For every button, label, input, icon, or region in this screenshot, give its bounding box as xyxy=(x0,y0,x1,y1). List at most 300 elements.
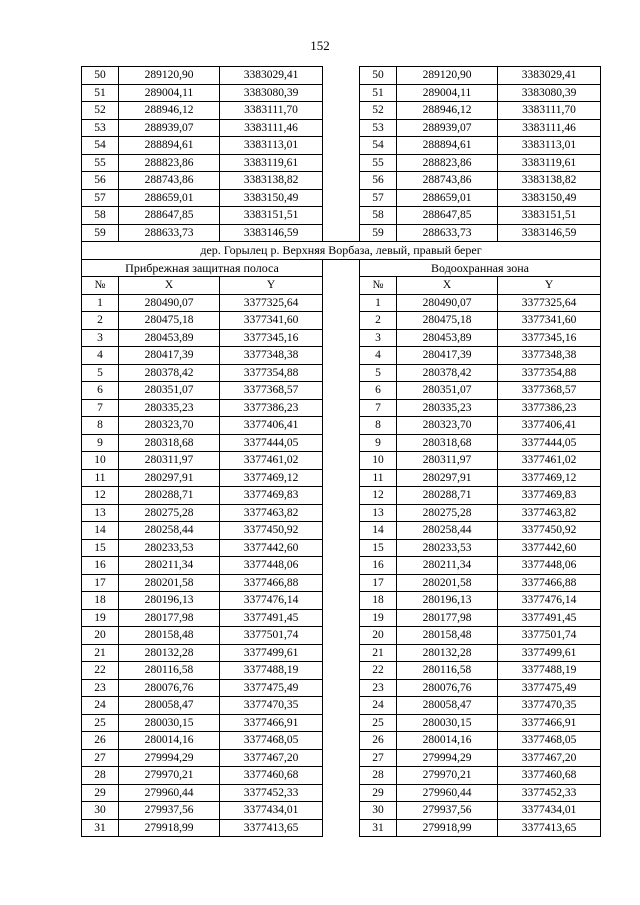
column-gap xyxy=(323,399,360,417)
left-cell-n: 27 xyxy=(82,749,119,767)
right-cell-y: 3377491,45 xyxy=(498,609,601,627)
left-cell-n: 17 xyxy=(82,574,119,592)
column-gap xyxy=(323,277,360,295)
page-number: 152 xyxy=(310,38,330,53)
right-cell-x: 289004,11 xyxy=(397,84,498,102)
left-cell-x: 280323,70 xyxy=(119,417,220,435)
right-cell-n: 9 xyxy=(360,434,397,452)
right-cell-x: 280475,18 xyxy=(397,312,498,330)
table-row xyxy=(82,399,601,417)
left-cell-y: 3377386,23 xyxy=(220,399,323,417)
left-cell-x: 280378,42 xyxy=(119,364,220,382)
left-cell-x: 279970,21 xyxy=(119,767,220,785)
left-cell-n: 25 xyxy=(82,714,119,732)
table-row xyxy=(82,679,601,697)
right-cell-x: 280288,71 xyxy=(397,487,498,505)
left-cell-y: 3383138,82 xyxy=(220,172,323,190)
right-cell-n: 31 xyxy=(360,819,397,837)
column-gap xyxy=(323,557,360,575)
left-cell-n: 26 xyxy=(82,732,119,750)
left-cell-y: 3377476,14 xyxy=(220,592,323,610)
table-row xyxy=(82,452,601,470)
left-cell-n: 55 xyxy=(82,154,119,172)
right-cell-x: 279918,99 xyxy=(397,819,498,837)
right-cell-y: 3377499,61 xyxy=(498,644,601,662)
right-cell-n: 50 xyxy=(360,67,397,85)
table-row xyxy=(82,487,601,505)
right-cell-y: 3383113,01 xyxy=(498,137,601,155)
column-gap xyxy=(323,189,360,207)
column-gap xyxy=(323,364,360,382)
right-cell-n: 26 xyxy=(360,732,397,750)
left-cell-y: 3377434,01 xyxy=(220,802,323,820)
left-cell-y: 3377499,61 xyxy=(220,644,323,662)
right-cell-y: 3383111,70 xyxy=(498,102,601,120)
left-cell-x: 280158,48 xyxy=(119,627,220,645)
left-cell-y: 3377345,16 xyxy=(220,329,323,347)
right-cell-n: 30 xyxy=(360,802,397,820)
column-gap xyxy=(323,172,360,190)
right-cell-y: 3377448,06 xyxy=(498,557,601,575)
right-cell-y: 3383146,59 xyxy=(498,224,601,242)
table-row xyxy=(82,539,601,557)
column-gap xyxy=(323,154,360,172)
table-row xyxy=(82,364,601,382)
table-row xyxy=(82,749,601,767)
table-row xyxy=(82,312,601,330)
table-row xyxy=(82,714,601,732)
right-cell-n: 56 xyxy=(360,172,397,190)
table-row xyxy=(82,504,601,522)
right-cell-x: 280297,91 xyxy=(397,469,498,487)
right-cell-x: 280177,98 xyxy=(397,609,498,627)
left-cell-n: 23 xyxy=(82,679,119,697)
left-cell-y: 3377501,74 xyxy=(220,627,323,645)
right-cell-x: 288647,85 xyxy=(397,207,498,225)
left-cell-y: 3377450,92 xyxy=(220,522,323,540)
left-cell-n: 8 xyxy=(82,417,119,435)
right-cell-y: 3377475,49 xyxy=(498,679,601,697)
column-gap xyxy=(323,697,360,715)
right-cell-x: 280196,13 xyxy=(397,592,498,610)
table-row xyxy=(82,469,601,487)
right-cell-x: 280318,68 xyxy=(397,434,498,452)
right-cell-x: 280158,48 xyxy=(397,627,498,645)
left-header-x: X xyxy=(119,277,220,295)
left-cell-n: 4 xyxy=(82,347,119,365)
left-cell-y: 3377461,02 xyxy=(220,452,323,470)
right-cell-y: 3383151,51 xyxy=(498,207,601,225)
right-zone-title: Водоохранная зона xyxy=(360,259,601,277)
right-cell-n: 14 xyxy=(360,522,397,540)
left-cell-x: 280288,71 xyxy=(119,487,220,505)
column-gap xyxy=(323,434,360,452)
left-cell-x: 280475,18 xyxy=(119,312,220,330)
table-row xyxy=(82,207,601,225)
right-cell-y: 3383150,49 xyxy=(498,189,601,207)
left-cell-y: 3383111,46 xyxy=(220,119,323,137)
right-cell-x: 280311,97 xyxy=(397,452,498,470)
column-gap xyxy=(323,539,360,557)
table-row xyxy=(82,802,601,820)
left-cell-y: 3377470,35 xyxy=(220,697,323,715)
right-cell-n: 24 xyxy=(360,697,397,715)
left-cell-y: 3377406,41 xyxy=(220,417,323,435)
right-cell-n: 21 xyxy=(360,644,397,662)
right-cell-n: 25 xyxy=(360,714,397,732)
left-cell-n: 14 xyxy=(82,522,119,540)
table-row xyxy=(82,767,601,785)
left-cell-n: 11 xyxy=(82,469,119,487)
left-cell-y: 3377341,60 xyxy=(220,312,323,330)
column-gap xyxy=(323,207,360,225)
column-gap xyxy=(323,592,360,610)
right-cell-n: 57 xyxy=(360,189,397,207)
right-cell-y: 3377406,41 xyxy=(498,417,601,435)
right-cell-n: 10 xyxy=(360,452,397,470)
column-gap xyxy=(323,224,360,242)
left-cell-n: 30 xyxy=(82,802,119,820)
right-cell-y: 3377466,88 xyxy=(498,574,601,592)
right-cell-x: 280076,76 xyxy=(397,679,498,697)
left-cell-x: 280132,28 xyxy=(119,644,220,662)
right-cell-y: 3377460,68 xyxy=(498,767,601,785)
left-header-n: № xyxy=(82,277,119,295)
right-cell-x: 280490,07 xyxy=(397,294,498,312)
column-gap xyxy=(323,137,360,155)
left-cell-x: 279994,29 xyxy=(119,749,220,767)
left-cell-y: 3377460,68 xyxy=(220,767,323,785)
left-cell-x: 288894,61 xyxy=(119,137,220,155)
right-cell-y: 3377413,65 xyxy=(498,819,601,837)
table-row xyxy=(82,189,601,207)
left-cell-y: 3377469,83 xyxy=(220,487,323,505)
right-cell-y: 3377466,91 xyxy=(498,714,601,732)
right-header-n: № xyxy=(360,277,397,295)
left-cell-y: 3377325,64 xyxy=(220,294,323,312)
column-gap xyxy=(323,749,360,767)
column-gap xyxy=(323,294,360,312)
left-cell-x: 280490,07 xyxy=(119,294,220,312)
right-cell-y: 3377469,12 xyxy=(498,469,601,487)
left-cell-y: 3383151,51 xyxy=(220,207,323,225)
left-cell-n: 29 xyxy=(82,784,119,802)
left-cell-x: 288946,12 xyxy=(119,102,220,120)
left-cell-x: 280211,34 xyxy=(119,557,220,575)
column-gap xyxy=(323,522,360,540)
left-cell-x: 280417,39 xyxy=(119,347,220,365)
left-cell-x: 280258,44 xyxy=(119,522,220,540)
table-row xyxy=(82,819,601,837)
left-header-y: Y xyxy=(220,277,323,295)
table-row xyxy=(82,434,601,452)
left-cell-y: 3377354,88 xyxy=(220,364,323,382)
left-cell-n: 52 xyxy=(82,102,119,120)
right-cell-x: 280453,89 xyxy=(397,329,498,347)
left-cell-x: 280297,91 xyxy=(119,469,220,487)
right-cell-x: 280014,16 xyxy=(397,732,498,750)
left-cell-n: 31 xyxy=(82,819,119,837)
left-cell-x: 280233,53 xyxy=(119,539,220,557)
right-cell-n: 2 xyxy=(360,312,397,330)
column-gap xyxy=(323,452,360,470)
right-cell-y: 3377325,64 xyxy=(498,294,601,312)
left-cell-x: 288823,86 xyxy=(119,154,220,172)
right-cell-n: 22 xyxy=(360,662,397,680)
column-gap xyxy=(323,312,360,330)
left-cell-y: 3383146,59 xyxy=(220,224,323,242)
left-cell-n: 21 xyxy=(82,644,119,662)
left-cell-y: 3383080,39 xyxy=(220,84,323,102)
left-cell-x: 288743,86 xyxy=(119,172,220,190)
right-cell-x: 280258,44 xyxy=(397,522,498,540)
left-cell-y: 3383150,49 xyxy=(220,189,323,207)
coordinates-table xyxy=(81,66,601,837)
table-row xyxy=(82,609,601,627)
right-cell-x: 280275,28 xyxy=(397,504,498,522)
column-gap xyxy=(323,469,360,487)
left-cell-n: 58 xyxy=(82,207,119,225)
right-cell-y: 3377488,19 xyxy=(498,662,601,680)
right-cell-n: 53 xyxy=(360,119,397,137)
right-cell-x: 279970,21 xyxy=(397,767,498,785)
right-cell-y: 3383138,82 xyxy=(498,172,601,190)
right-cell-x: 280132,28 xyxy=(397,644,498,662)
left-cell-y: 3383119,61 xyxy=(220,154,323,172)
right-cell-n: 59 xyxy=(360,224,397,242)
left-cell-n: 22 xyxy=(82,662,119,680)
section-title-row xyxy=(82,242,601,260)
left-cell-n: 50 xyxy=(82,67,119,85)
left-cell-n: 56 xyxy=(82,172,119,190)
column-gap xyxy=(323,784,360,802)
right-cell-x: 279937,56 xyxy=(397,802,498,820)
left-cell-n: 16 xyxy=(82,557,119,575)
right-cell-x: 280058,47 xyxy=(397,697,498,715)
left-cell-y: 3383111,70 xyxy=(220,102,323,120)
left-cell-n: 24 xyxy=(82,697,119,715)
left-cell-n: 15 xyxy=(82,539,119,557)
left-cell-x: 280030,15 xyxy=(119,714,220,732)
column-gap xyxy=(323,259,360,277)
left-cell-n: 10 xyxy=(82,452,119,470)
left-cell-n: 28 xyxy=(82,767,119,785)
right-cell-y: 3377470,35 xyxy=(498,697,601,715)
left-cell-n: 18 xyxy=(82,592,119,610)
left-cell-x: 280351,07 xyxy=(119,382,220,400)
column-gap xyxy=(323,84,360,102)
header-row xyxy=(82,277,601,295)
left-zone-title: Прибрежная защитная полоса xyxy=(82,259,323,277)
table-row xyxy=(82,119,601,137)
table-row xyxy=(82,784,601,802)
left-cell-n: 51 xyxy=(82,84,119,102)
right-cell-n: 1 xyxy=(360,294,397,312)
right-cell-x: 289120,90 xyxy=(397,67,498,85)
right-cell-x: 280335,23 xyxy=(397,399,498,417)
left-cell-n: 6 xyxy=(82,382,119,400)
right-cell-y: 3377345,16 xyxy=(498,329,601,347)
right-cell-n: 19 xyxy=(360,609,397,627)
left-cell-n: 5 xyxy=(82,364,119,382)
right-cell-n: 17 xyxy=(360,574,397,592)
right-cell-y: 3377469,83 xyxy=(498,487,601,505)
right-cell-y: 3377368,57 xyxy=(498,382,601,400)
left-cell-y: 3377444,05 xyxy=(220,434,323,452)
right-header-y: Y xyxy=(498,277,601,295)
table-row xyxy=(82,224,601,242)
right-cell-x: 280417,39 xyxy=(397,347,498,365)
column-gap xyxy=(323,662,360,680)
left-cell-y: 3377468,05 xyxy=(220,732,323,750)
right-cell-y: 3377354,88 xyxy=(498,364,601,382)
left-cell-n: 12 xyxy=(82,487,119,505)
right-cell-n: 58 xyxy=(360,207,397,225)
table-row xyxy=(82,172,601,190)
left-cell-x: 288659,01 xyxy=(119,189,220,207)
right-cell-y: 3377434,01 xyxy=(498,802,601,820)
right-cell-y: 3383029,41 xyxy=(498,67,601,85)
left-cell-x: 280014,16 xyxy=(119,732,220,750)
right-cell-y: 3377463,82 xyxy=(498,504,601,522)
right-cell-y: 3377461,02 xyxy=(498,452,601,470)
column-gap xyxy=(323,347,360,365)
left-cell-x: 280311,97 xyxy=(119,452,220,470)
column-gap xyxy=(323,574,360,592)
right-cell-y: 3383119,61 xyxy=(498,154,601,172)
left-cell-x: 280453,89 xyxy=(119,329,220,347)
left-cell-y: 3383113,01 xyxy=(220,137,323,155)
column-gap xyxy=(323,679,360,697)
left-cell-x: 280116,58 xyxy=(119,662,220,680)
column-gap xyxy=(323,714,360,732)
right-cell-n: 29 xyxy=(360,784,397,802)
column-gap xyxy=(323,504,360,522)
column-gap xyxy=(323,382,360,400)
right-cell-y: 3377476,14 xyxy=(498,592,601,610)
table-row xyxy=(82,67,601,85)
column-gap xyxy=(323,609,360,627)
left-cell-x: 279960,44 xyxy=(119,784,220,802)
right-cell-x: 280201,58 xyxy=(397,574,498,592)
right-cell-y: 3377450,92 xyxy=(498,522,601,540)
right-cell-x: 280351,07 xyxy=(397,382,498,400)
table-row xyxy=(82,627,601,645)
column-gap xyxy=(323,627,360,645)
left-cell-y: 3377466,88 xyxy=(220,574,323,592)
right-cell-y: 3383111,46 xyxy=(498,119,601,137)
left-cell-x: 280201,58 xyxy=(119,574,220,592)
table-row xyxy=(82,644,601,662)
column-gap xyxy=(323,417,360,435)
left-cell-x: 280076,76 xyxy=(119,679,220,697)
column-gap xyxy=(323,67,360,85)
right-cell-n: 3 xyxy=(360,329,397,347)
right-cell-n: 15 xyxy=(360,539,397,557)
right-cell-n: 28 xyxy=(360,767,397,785)
table-row xyxy=(82,662,601,680)
right-cell-y: 3377468,05 xyxy=(498,732,601,750)
table-row xyxy=(82,557,601,575)
left-cell-x: 289120,90 xyxy=(119,67,220,85)
left-cell-n: 2 xyxy=(82,312,119,330)
table-row xyxy=(82,137,601,155)
right-cell-x: 288946,12 xyxy=(397,102,498,120)
table-row xyxy=(82,154,601,172)
table-row xyxy=(82,294,601,312)
right-cell-n: 12 xyxy=(360,487,397,505)
column-gap xyxy=(323,767,360,785)
left-cell-y: 3377448,06 xyxy=(220,557,323,575)
right-cell-n: 54 xyxy=(360,137,397,155)
column-gap xyxy=(323,487,360,505)
left-cell-n: 1 xyxy=(82,294,119,312)
table-row xyxy=(82,84,601,102)
left-cell-x: 280275,28 xyxy=(119,504,220,522)
column-gap xyxy=(323,802,360,820)
column-gap xyxy=(323,819,360,837)
right-cell-y: 3377348,38 xyxy=(498,347,601,365)
right-cell-x: 288823,86 xyxy=(397,154,498,172)
left-cell-x: 288633,73 xyxy=(119,224,220,242)
left-cell-y: 3377442,60 xyxy=(220,539,323,557)
left-cell-x: 289004,11 xyxy=(119,84,220,102)
table-row xyxy=(82,347,601,365)
right-cell-x: 280116,58 xyxy=(397,662,498,680)
right-cell-x: 288633,73 xyxy=(397,224,498,242)
table-row xyxy=(82,102,601,120)
right-cell-n: 51 xyxy=(360,84,397,102)
column-gap xyxy=(323,119,360,137)
table-row xyxy=(82,329,601,347)
right-cell-x: 280378,42 xyxy=(397,364,498,382)
left-cell-n: 7 xyxy=(82,399,119,417)
table-row xyxy=(82,697,601,715)
right-cell-x: 280030,15 xyxy=(397,714,498,732)
right-cell-n: 6 xyxy=(360,382,397,400)
left-cell-x: 288939,07 xyxy=(119,119,220,137)
left-cell-x: 279918,99 xyxy=(119,819,220,837)
table-row xyxy=(82,574,601,592)
left-cell-y: 3377452,33 xyxy=(220,784,323,802)
right-cell-n: 16 xyxy=(360,557,397,575)
table-row xyxy=(82,382,601,400)
table-row xyxy=(82,592,601,610)
left-cell-n: 53 xyxy=(82,119,119,137)
column-gap xyxy=(323,102,360,120)
left-cell-y: 3377467,20 xyxy=(220,749,323,767)
left-cell-y: 3377469,12 xyxy=(220,469,323,487)
left-cell-x: 279937,56 xyxy=(119,802,220,820)
left-cell-y: 3377488,19 xyxy=(220,662,323,680)
left-cell-y: 3377413,65 xyxy=(220,819,323,837)
left-cell-n: 13 xyxy=(82,504,119,522)
right-cell-n: 55 xyxy=(360,154,397,172)
left-cell-y: 3377463,82 xyxy=(220,504,323,522)
right-cell-x: 288939,07 xyxy=(397,119,498,137)
right-cell-y: 3377341,60 xyxy=(498,312,601,330)
column-gap xyxy=(323,329,360,347)
zone-titles-row xyxy=(82,259,601,277)
right-cell-x: 280323,70 xyxy=(397,417,498,435)
right-cell-n: 7 xyxy=(360,399,397,417)
right-cell-x: 288894,61 xyxy=(397,137,498,155)
left-cell-x: 288647,85 xyxy=(119,207,220,225)
right-cell-y: 3377452,33 xyxy=(498,784,601,802)
left-cell-n: 54 xyxy=(82,137,119,155)
right-cell-n: 11 xyxy=(360,469,397,487)
right-cell-x: 288659,01 xyxy=(397,189,498,207)
